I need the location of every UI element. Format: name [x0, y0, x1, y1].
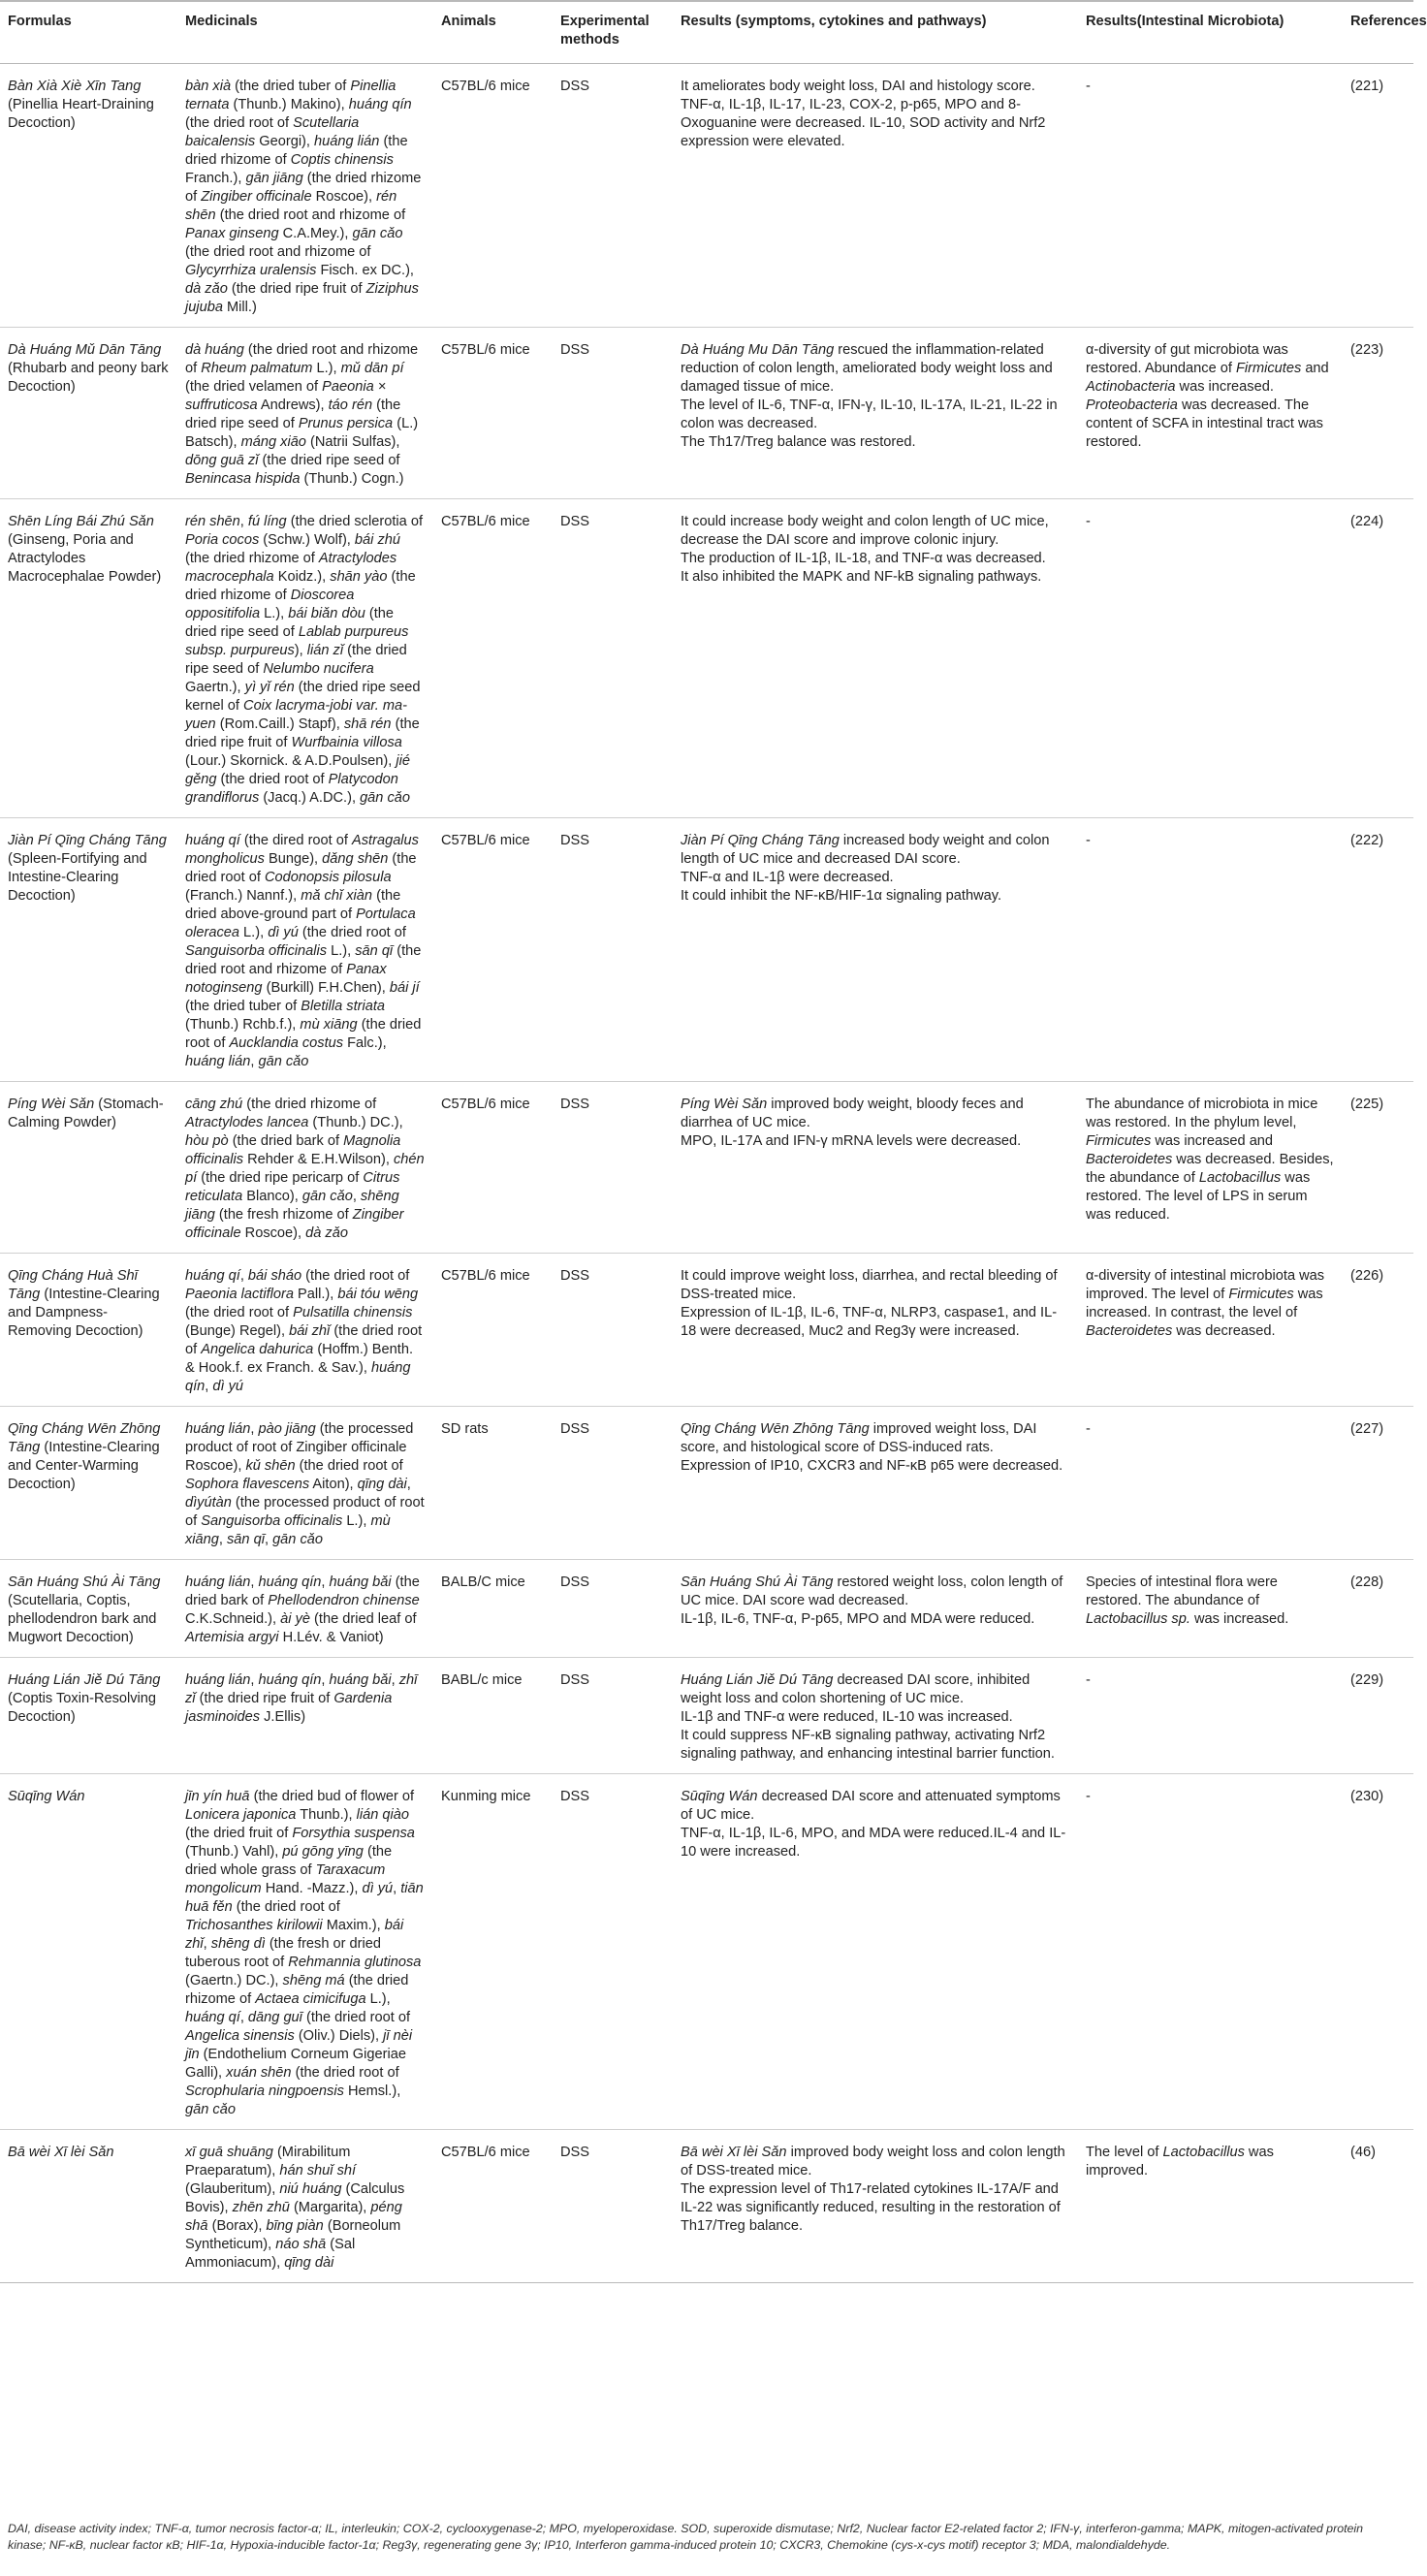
- animals-cell: C57BL/6 mice: [441, 79, 530, 94]
- table-row: [0, 2130, 1413, 2283]
- formula-cell: [0, 1254, 177, 1407]
- table-row: [0, 1407, 1413, 1560]
- methods-cell: DSS: [560, 2145, 590, 2160]
- medicinals-cell: dà huáng (the dried root and rhizome of Rheum palmatum L.), mǔ dān pí (the dried velamen of Paeonia × suffruticosa Andrews), táo rén (the dried ripe seed of Prunus persica (L.) Batsch), máng xiāo (Natrii Sulfas), dōng guā zǐ (the dried ripe seed of Benincasa hispida (Thunb.) Cogn.): [185, 342, 419, 487]
- medicinals-cell: bàn xià (the dried tuber of Pinellia ternata (Thunb.) Makino), huáng qín (the dried root of Scutellaria baicalensis Georgi), huáng lián (the dried rhizome of Coptis chinensis Franch.), gān jiāng (the dried rhizome of Zingiber officinale Roscoe), rén shēn (the dried root and rhizome of Panax ginseng C.A.Mey.), gān cǎo (the dried root and rhizome of Glycyrrhiza uralensis Fisch. ex DC.), dà zǎo (the dried ripe fruit of Ziziphus jujuba Mill.): [185, 79, 422, 315]
- reference-cell: (230): [1350, 1789, 1384, 1804]
- formula-name: Huáng Lián Jiě Dú Tāng: [8, 1672, 161, 1688]
- medicinals-cell: xī guā shuāng (Mirabilitum Praeparatum), hán shuǐ shí (Glauberitum), niú huáng (Calculus Bovis), zhēn zhū (Margarita), péng shā (Borax), bīng piàn (Borneolum Syntheticum), náo shā (Sal Ammoniacum), qīng dài: [185, 2145, 405, 2271]
- animals-cell: C57BL/6 mice: [441, 342, 530, 358]
- results-cell: Huáng Lián Jiě Dú Tāng decreased DAI score, inhibited weight loss and colon shortening of UC mice. IL-1β and TNF-α were reduced, IL-10 was increased. It could suppress NF-κB signaling pathway, activating Nrf2 signaling pathway, and enhancing intestinal barrier function.: [681, 1672, 1055, 1762]
- table-row: [0, 1254, 1413, 1407]
- table-row: [0, 1560, 1413, 1658]
- methods-cell: DSS: [560, 1789, 590, 1804]
- formula-name: Jiàn Pí Qīng Cháng Tāng: [8, 833, 167, 848]
- reference-cell: (226): [1350, 1268, 1384, 1284]
- formula-cell: [0, 2130, 177, 2283]
- results-cell: Bā wèi Xī lèi Sǎn improved body weight loss and colon length of DSS-treated mice. The expression level of Th17-related cytokines IL-17A/F and IL-22 was significantly reduced, resulting in the restoration of Th17/Treg balance.: [681, 2145, 1065, 2234]
- methods-cell: DSS: [560, 1097, 590, 1112]
- header-references: References: [1350, 14, 1427, 29]
- formula-cell: [0, 1560, 177, 1658]
- medicinals-cell: huáng qí (the dired root of Astragalus mongholicus Bunge), dǎng shēn (the dried root of Codonopsis pilosula (Franch.) Nannf.), mǎ chǐ xiàn (the dried above-ground part of Portulaca oleracea L.), dì yú (the dried root of Sanguisorba officinalis L.), sān qī (the dried root and rhizome of Panax notoginseng (Burkill) F.H.Chen), bái jí (the dried tuber of Bletilla striata (Thunb.) Rchb.f.), mù xiāng (the dried root of Aucklandia costus Falc.), huáng lián, gān cǎo: [185, 833, 422, 1069]
- results-cell: It could improve weight loss, diarrhea, and rectal bleeding of DSS-treated mice. Expression of IL-1β, IL-6, TNF-α, NLRP3, caspase1, and IL-18 were decreased, Muc2 and Reg3γ were increased.: [681, 1268, 1058, 1339]
- microbiota-cell: -: [1086, 79, 1091, 94]
- results-cell: Píng Wèi Sǎn improved body weight, bloody feces and diarrhea of UC mice. MPO, IL-17A and IFN-γ mRNA levels were decreased.: [681, 1097, 1024, 1149]
- animals-cell: C57BL/6 mice: [441, 1097, 530, 1112]
- header-row: [0, 1, 1413, 64]
- medicinals-cell: huáng lián, pào jiāng (the processed product of root of Zingiber officinale Roscoe), kǔ shēn (the dried root of Sophora flavescens Aiton), qīng dài, dìyútàn (the processed product of root of Sanguisorba officinalis L.), mù xiāng, sān qī, gān cǎo: [185, 1421, 425, 1547]
- reference-cell: (227): [1350, 1421, 1384, 1437]
- formula-description: (Intestine-Clearing and Dampness-Removing Decoction): [8, 1287, 160, 1339]
- reference-cell: (46): [1350, 2145, 1376, 2160]
- microbiota-cell: -: [1086, 1672, 1091, 1688]
- table-footnote: DAI, disease activity index; TNF-α, tumor necrosis factor-α; IL, interleukin; COX-2, cyclooxygenase-2; MPO, myeloperoxidase. SOD, superoxide dismutase; Nrf2, Nuclear factor E2-related factor 2; IFN-γ, interferon-gamma; MAPK, mitogen-activated protein kinase; NF-κB, nuclear factor κB; HIF-1α, Hypoxia-inducible factor-1α; Reg3γ, regenerating gene 3γ; IP10, Interferon gamma-induced protein 10; CXCR3, Chemokine (cys-x-cys motif) receptor 3; MDA, malondialdehyde.: [8, 2522, 1364, 2552]
- table-row: [0, 64, 1413, 328]
- formula-cell: [0, 1658, 177, 1774]
- formula-cell: [0, 1774, 177, 2130]
- table-row: [0, 1774, 1413, 2130]
- methods-cell: DSS: [560, 342, 590, 358]
- microbiota-cell: -: [1086, 1789, 1091, 1804]
- formula-description: (Rhubarb and peony bark Decoction): [8, 361, 169, 395]
- animals-cell: C57BL/6 mice: [441, 2145, 530, 2160]
- results-cell: It could increase body weight and colon length of UC mice, decrease the DAI score and improve colonic injury. The production of IL-1β, IL-18, and TNF-α was decreased. It also inhibited the MAPK and NF-kB signaling pathways.: [681, 514, 1049, 585]
- methods-cell: DSS: [560, 1268, 590, 1284]
- methods-cell: DSS: [560, 79, 590, 94]
- formula-name: Qīng Cháng Huà Shī Tāng: [8, 1268, 138, 1302]
- animals-cell: SD rats: [441, 1421, 489, 1437]
- medicinals-cell: cāng zhú (the dried rhizome of Atractylodes lancea (Thunb.) DC.), hòu pò (the dried bark of Magnolia officinalis Rehder & E.H.Wilson), chén pí (the dried ripe pericarp of Citrus reticulata Blanco), gān cǎo, shēng jiāng (the fresh rhizome of Zingiber officinale Roscoe), dà zǎo: [185, 1097, 425, 1241]
- formula-name: Sūqīng Wán: [8, 1789, 85, 1804]
- formula-description: (Stomach-Calming Powder): [8, 1097, 164, 1130]
- results-cell: Sān Huáng Shú Ài Tāng restored weight loss, colon length of UC mice. DAI score wad decreased. IL-1β, IL-6, TNF-α, P-p65, MPO and MDA were reduced.: [681, 1574, 1063, 1627]
- formula-name: Shēn Líng Bái Zhú Sǎn: [8, 514, 154, 529]
- formula-name: Bā wèi Xī lèi Sǎn: [8, 2145, 114, 2160]
- animals-cell: C57BL/6 mice: [441, 514, 530, 529]
- results-cell: Jiàn Pí Qīng Cháng Tāng increased body weight and colon length of UC mice and decreased DAI score. TNF-α and IL-1β were decreased. It could inhibit the NF-κB/HIF-1α signaling pathway.: [681, 833, 1050, 904]
- formula-name: Bàn Xià Xiè Xīn Tang: [8, 79, 142, 94]
- medicinals-cell: huáng lián, huáng qín, huáng bǎi, zhī zǐ (the dried ripe fruit of Gardenia jasminoides J.Ellis): [185, 1672, 418, 1725]
- animals-cell: Kunming mice: [441, 1789, 531, 1804]
- table-row: [0, 818, 1413, 1082]
- medicinals-cell: jīn yín huā (the dried bud of flower of Lonicera japonica Thunb.), lián qiào (the dried fruit of Forsythia suspensa (Thunb.) Vahl), pú gōng yīng (the dried whole grass of Taraxacum mongolicum Hand. -Mazz.), dì yú, tiān huā fěn (the dried root of Trichosanthes kirilowii Maxim.), bái zhǐ, shēng dì (the fresh or dried tuberous root of Rehmannia glutinosa (Gaertn.) DC.), shēng má (the dried rhizome of Actaea cimicifuga L.), huáng qí, dāng guī (the dried root of Angelica sinensis (Oliv.) Diels), jī nèi jīn (Endothelium Corneum Gigeriae Galli), xuán shēn (the dried root of Scrophularia ningpoensis Hemsl.), gān cǎo: [185, 1789, 424, 2117]
- microbiota-cell: α-diversity of intestinal microbiota was improved. The level of Firmicutes was increased. In contrast, the level of Bacteroidetes was decreased.: [1086, 1268, 1325, 1339]
- animals-cell: BALB/C mice: [441, 1574, 525, 1590]
- formula-cell: [0, 1407, 177, 1560]
- reference-cell: (229): [1350, 1672, 1384, 1688]
- reference-cell: (222): [1350, 833, 1384, 848]
- reference-cell: (221): [1350, 79, 1384, 94]
- microbiota-cell: The level of Lactobacillus was improved.: [1086, 2145, 1274, 2178]
- formula-cell: [0, 499, 177, 818]
- header-microbiota: Results(Intestinal Microbiota): [1086, 14, 1284, 29]
- table-row: [0, 328, 1413, 499]
- formula-name: Sān Huáng Shú Ài Tāng: [8, 1574, 161, 1590]
- header-methods: Experimental methods: [560, 14, 650, 48]
- microbiota-cell: The abundance of microbiota in mice was restored. In the phylum level, Firmicutes was increased and Bacteroidetes was decreased. Besides, the abundance of Lactobacillus was restored. The level of LPS in serum was reduced.: [1086, 1097, 1334, 1223]
- medicinals-cell: huáng qí, bái sháo (the dried root of Paeonia lactiflora Pall.), bái tóu wēng (the dried root of Pulsatilla chinensis (Bunge) Regel), bái zhǐ (the dried root of Angelica dahurica (Hoffm.) Benth. & Hook.f. ex Franch. & Sav.), huáng qín, dì yú: [185, 1268, 423, 1394]
- formula-description: (Ginseng, Poria and Atractylodes Macrocephalae Powder): [8, 532, 162, 585]
- methods-cell: DSS: [560, 1672, 590, 1688]
- results-cell: It ameliorates body weight loss, DAI and histology score. TNF-α, IL-1β, IL-17, IL-23, COX-2, p-p65, MPO and 8-Oxoguanine were decreased. IL-10, SOD activity and Nrf2 expression were elevated.: [681, 79, 1046, 149]
- formula-description: (Coptis Toxin-Resolving Decoction): [8, 1691, 157, 1725]
- reference-cell: (224): [1350, 514, 1384, 529]
- microbiota-cell: α-diversity of gut microbiota was restored. Abundance of Firmicutes and Actinobacteria was increased. Proteobacteria was decreased. The content of SCFA in intestinal tract was restored.: [1086, 342, 1329, 450]
- header-medicinals: Medicinals: [185, 14, 258, 29]
- results-cell: Qīng Cháng Wēn Zhōng Tāng improved weight loss, DAI score, and histological score of DSS-induced rats. Expression of IP10, CXCR3 and NF-κB p65 were decreased.: [681, 1421, 1063, 1474]
- methods-cell: DSS: [560, 1574, 590, 1590]
- results-cell: Sūqīng Wán decreased DAI score and attenuated symptoms of UC mice. TNF-α, IL-1β, IL-6, MPO, and MDA were reduced.IL-4 and IL-10 were increased.: [681, 1789, 1066, 1860]
- microbiota-cell: -: [1086, 1421, 1091, 1437]
- medicinals-cell: rén shēn, fú líng (the dried sclerotia of Poria cocos (Schw.) Wolf), bái zhú (the dried rhizome of Atractylodes macrocephala Koidz.), shān yào (the dried rhizome of Dioscorea oppositifolia L.), bái biǎn dòu (the dried ripe seed of Lablab purpureus subsp. purpureus), lián zǐ (the dried ripe seed of Nelumbo nucifera Gaertn.), yì yǐ rén (the dried ripe seed kernel of Coix lacryma-jobi var. ma-yuen (Rom.Caill.) Stapf), shā rén (the dried ripe fruit of Wurfbainia villosa (Lour.) Skornick. & A.D.Poulsen), jié gěng (the dried root of Platycodon grandiflorus (Jacq.) A.DC.), gān cǎo: [185, 514, 424, 806]
- formula-description: (Intestine-Clearing and Center-Warming Decoction): [8, 1440, 160, 1492]
- formula-name: Dà Huáng Mǔ Dān Tāng: [8, 342, 162, 358]
- methods-cell: DSS: [560, 1421, 590, 1437]
- formula-description: (Spleen-Fortifying and Intestine-Clearing Decoction): [8, 851, 147, 904]
- table-body: [0, 64, 1413, 2283]
- formula-description: (Pinellia Heart-Draining Decoction): [8, 97, 154, 131]
- methods-cell: DSS: [560, 833, 590, 848]
- animals-cell: C57BL/6 mice: [441, 833, 530, 848]
- results-cell: Dà Huáng Mu Dān Tāng rescued the inflammation-related reduction of colon length, ameliorated body weight loss and damaged tissue of mice. The level of IL-6, TNF-α, IFN-γ, IL-10, IL-17A, IL-21, IL-22 in colon was decreased. The Th17/Treg balance was restored.: [681, 342, 1058, 450]
- formula-cell: [0, 818, 177, 1082]
- methods-cell: DSS: [560, 514, 590, 529]
- header-results: Results (symptoms, cytokines and pathways): [681, 14, 987, 29]
- medicinals-cell: huáng lián, huáng qín, huáng bǎi (the dried bark of Phellodendron chinense C.K.Schneid.), ài yè (the dried leaf of Artemisia argyi H.Lév. & Vaniot): [185, 1574, 420, 1645]
- formula-name: Qīng Cháng Wēn Zhōng Tāng: [8, 1421, 161, 1455]
- formula-cell: [0, 1082, 177, 1254]
- formula-name: Píng Wèi Sǎn: [8, 1097, 95, 1112]
- formula-description: (Scutellaria, Coptis, phellodendron bark and Mugwort Decoction): [8, 1593, 157, 1645]
- animals-cell: C57BL/6 mice: [441, 1268, 530, 1284]
- microbiota-cell: -: [1086, 514, 1091, 529]
- animals-cell: BABL/c mice: [441, 1672, 523, 1688]
- formula-cell: [0, 328, 177, 499]
- formula-cell: [0, 64, 177, 328]
- header-formulas: Formulas: [8, 14, 72, 29]
- reference-cell: (223): [1350, 342, 1384, 358]
- microbiota-cell: -: [1086, 833, 1091, 848]
- table-row: [0, 1658, 1413, 1774]
- header-animals: Animals: [441, 14, 496, 29]
- reference-cell: (225): [1350, 1097, 1384, 1112]
- table-row: [0, 1082, 1413, 1254]
- microbiota-cell: Species of intestinal flora were restored. The abundance of Lactobacillus sp. was increased.: [1086, 1574, 1289, 1627]
- table-row: [0, 499, 1413, 818]
- reference-cell: (228): [1350, 1574, 1384, 1590]
